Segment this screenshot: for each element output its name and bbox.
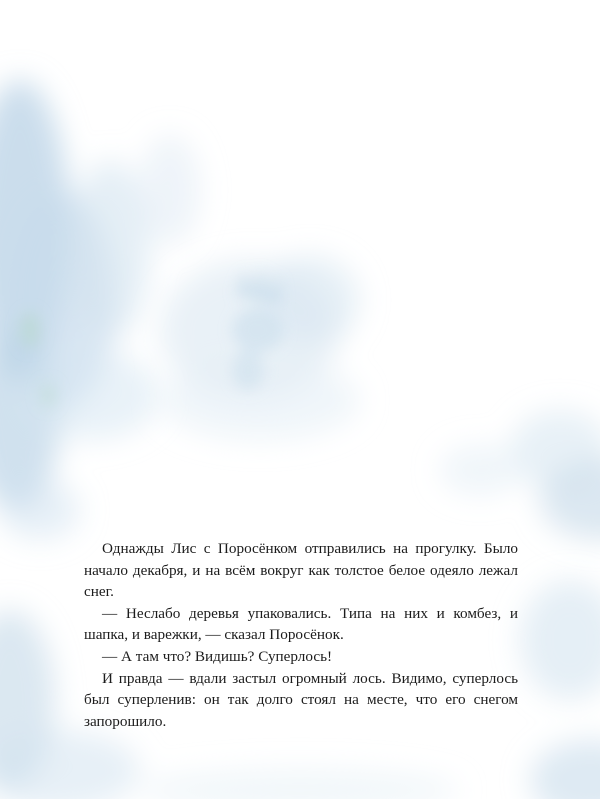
snowy-trees-right <box>440 410 600 540</box>
story-paragraph-4: И правда — вдали застыл огромный лось. Видимо, суперлось был суперленив: он так долго стоял на месте, что его снегом запорошило. <box>84 669 518 730</box>
story-paragraph-2: — Неслабо деревья упаковались. Типа на них и комбез, и шапка, и варежки, — сказал Поросёнок. <box>84 604 518 644</box>
story-text <box>84 538 518 732</box>
story-paragraph-1: Однажды Лис с Поросёнком отправились на прогулку. Было начало декабря, и на всём вокруг как толстое белое одеяло лежал снег. <box>84 540 518 601</box>
story-paragraph-3: — А там что? Видишь? Суперлось! <box>102 647 333 665</box>
